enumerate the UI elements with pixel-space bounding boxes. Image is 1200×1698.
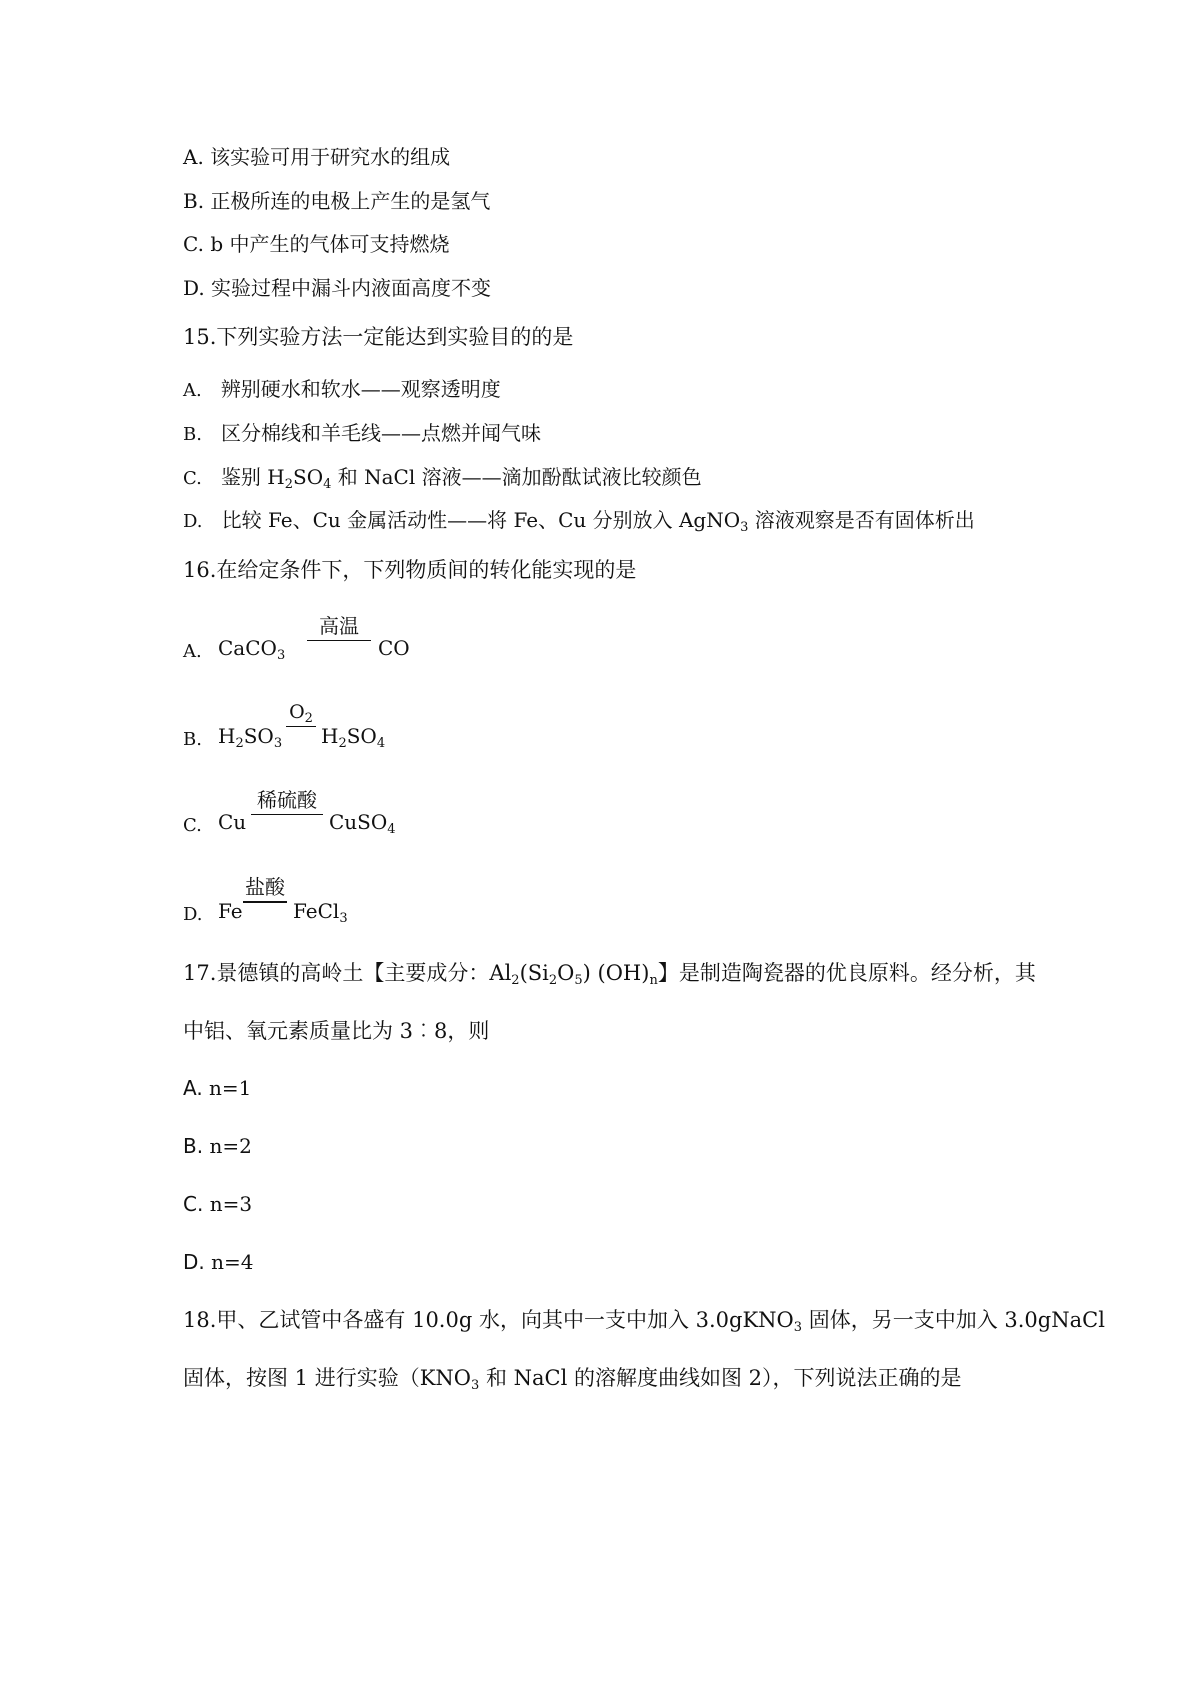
question-text: 下列实验方法一定能达到实验目的的是 [216, 325, 574, 349]
option-text: 实验过程中漏斗内液面高度不变 [211, 276, 492, 300]
q17-stem-line1 [183, 959, 1036, 987]
question-text: 景德镇的高岭土【主要成分：$Al_2(Si_2O_5)$ $(OH)_n$】是制造陶瓷器的优良原料。经分析，其 [216, 961, 1036, 988]
reactant: CaCO$_3$ [218, 636, 286, 663]
option-label: A. [183, 380, 202, 401]
reaction-condition: 稀硫酸 [257, 788, 317, 812]
option-label: C. [183, 232, 204, 256]
q18-stem-line2: 固体，按图 1 进行实验（$KNO_3$ 和 NaCl 的溶解度曲线如图 2），下列说法正确的是 [183, 1366, 962, 1393]
q17-option-c [183, 1190, 252, 1218]
q15-option-b [183, 419, 541, 449]
q16-stem [183, 556, 636, 584]
option-text: 正极所连的电极上产生的是氢气 [210, 189, 491, 213]
question-text: 甲、乙试管中各盛有 10.0g 水，向其中一支中加入 3.0gKNO$_3$ 固体，另一支中加入 3.0gNaCl [216, 1308, 1105, 1335]
option-label: A. [183, 145, 204, 169]
product: CO [378, 636, 410, 660]
arrow-line [251, 814, 323, 815]
q14-option-d [183, 274, 491, 302]
option-label: B. [183, 189, 205, 213]
option-label: C. [183, 815, 202, 836]
option-text: b 中产生的气体可支持燃烧 [210, 232, 450, 256]
question-text: 在给定条件下，下列物质间的转化能实现的是 [216, 558, 637, 582]
reaction-arrow [243, 875, 287, 903]
q16-option-b [183, 680, 583, 750]
option-text: 辨别硬水和软水——观察透明度 [220, 377, 501, 401]
q18-stem-line1 [183, 1306, 1105, 1334]
q14-option-a [183, 143, 450, 171]
q17-stem-line2: 中铝、氧元素质量比为 3︰8，则 [183, 1019, 490, 1043]
question-number: 15. [183, 325, 217, 349]
reactant: Cu [218, 810, 247, 834]
reaction-arrow [307, 614, 371, 641]
q14-option-c [183, 230, 449, 258]
arrow-line [286, 726, 316, 727]
option-text: 区分棉线和羊毛线——点燃并闻气味 [221, 421, 542, 445]
reaction-condition: 高温 [319, 614, 359, 638]
option-text: 比较 Fe、Cu 金属活动性——将 Fe、Cu 分别放入 AgNO$_3$ 溶液观察是否有固体析出 [221, 508, 975, 535]
reaction-arrow [286, 700, 316, 727]
option-label: B. [183, 424, 202, 445]
option-label: D. [183, 276, 205, 300]
reaction-condition: 盐酸 [245, 875, 285, 899]
question-number: 16. [183, 558, 217, 582]
product: $H_2SO_4$ [321, 724, 386, 751]
product: FeCl$_3$ [293, 899, 348, 926]
option-label: C. [183, 468, 202, 489]
q15-option-a [183, 375, 501, 405]
q17-option-d [183, 1248, 254, 1276]
reactant: $H_2SO_3$ [218, 724, 283, 751]
arrow-line [243, 901, 287, 903]
arrow-line [307, 640, 371, 641]
q14-option-b [183, 187, 490, 215]
option-text: n=4 [211, 1250, 254, 1274]
q15-option-d [183, 506, 975, 536]
option-text: n=1 [209, 1076, 252, 1100]
option-label: B. [183, 1134, 204, 1158]
option-label: C. [183, 1192, 204, 1216]
option-text: 该实验可用于研究水的组成 [210, 145, 451, 169]
option-label: B. [183, 729, 202, 750]
reactant: Fe [218, 899, 243, 923]
option-label: A. [183, 1076, 203, 1100]
option-text: n=3 [209, 1192, 253, 1216]
option-label: D. [183, 1250, 205, 1274]
q17-option-a [183, 1074, 251, 1102]
reaction-condition: $O_2$ [289, 701, 313, 726]
reaction-arrow [251, 788, 323, 815]
q15-option-c [183, 463, 702, 493]
q16-option-c [183, 766, 583, 836]
question-number: 18. [183, 1308, 217, 1332]
product: CuSO$_4$ [329, 810, 396, 837]
q15-stem [183, 323, 573, 351]
option-label: D. [183, 904, 203, 925]
option-text: 鉴别 $H_2SO_4$ 和 NaCl 溶液——滴加酚酞试液比较颜色 [220, 465, 702, 492]
q16-option-a [183, 592, 583, 662]
option-label: A. [183, 641, 202, 662]
q16-option-d [183, 855, 583, 925]
q17-option-b [183, 1132, 252, 1160]
option-label: D. [183, 511, 203, 532]
question-number: 17. [183, 961, 217, 985]
option-text: n=2 [209, 1134, 252, 1158]
